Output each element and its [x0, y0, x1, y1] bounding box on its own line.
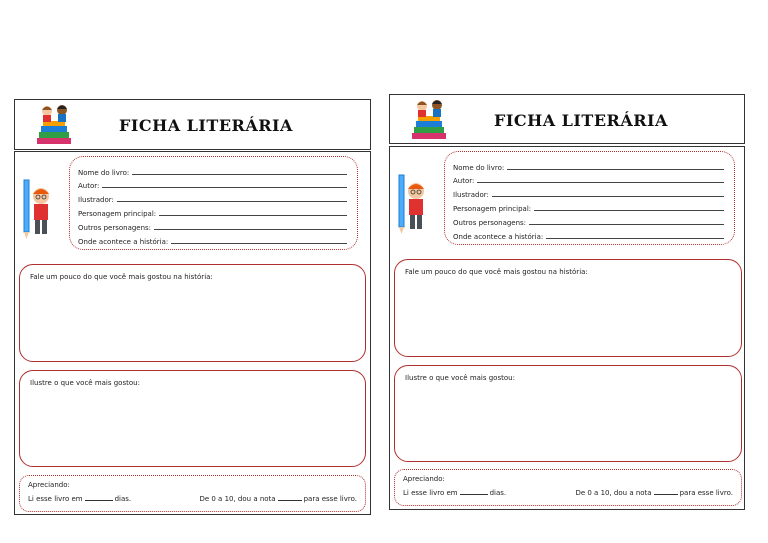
sheet-header	[389, 94, 745, 144]
field-author[interactable]	[453, 172, 724, 185]
kids-reading-books-icon	[408, 97, 454, 143]
write-line[interactable]	[117, 201, 347, 202]
grade-line	[575, 489, 733, 497]
field-setting[interactable]	[78, 233, 347, 246]
rating-box	[19, 475, 366, 512]
days-blank[interactable]	[85, 500, 113, 501]
grade-blank[interactable]	[654, 494, 678, 495]
write-line[interactable]	[132, 174, 347, 175]
write-line[interactable]	[154, 229, 347, 230]
grade-blank[interactable]	[278, 500, 302, 501]
favorite-part-box[interactable]	[19, 264, 366, 362]
field-other-characters[interactable]	[78, 219, 347, 232]
write-line[interactable]	[507, 169, 724, 170]
write-line[interactable]	[477, 182, 724, 183]
field-illustrator[interactable]	[453, 186, 724, 199]
days-label-post: dias.	[114, 495, 132, 503]
field-label: Autor:	[453, 177, 475, 185]
days-label-pre: Li esse livro em	[28, 495, 83, 503]
kids-reading-books-icon	[33, 102, 79, 148]
write-line[interactable]	[492, 196, 724, 197]
boy-with-pencil-icon	[21, 176, 57, 242]
write-line[interactable]	[102, 187, 347, 188]
field-illustrator[interactable]	[78, 191, 347, 204]
favorite-part-box[interactable]	[394, 259, 742, 357]
field-other-characters[interactable]	[453, 214, 724, 227]
write-line[interactable]	[534, 210, 724, 211]
field-label: Outros personagens:	[453, 219, 527, 227]
field-book-name[interactable]	[78, 164, 347, 177]
field-label: Ilustrador:	[78, 196, 114, 204]
illustration-box[interactable]	[19, 370, 366, 467]
field-main-character[interactable]	[78, 205, 347, 218]
field-label: Ilustrador:	[453, 191, 489, 199]
days-read-line	[28, 495, 131, 503]
rating-title: Apreciando:	[403, 475, 445, 483]
write-line[interactable]	[171, 243, 347, 244]
grade-label-pre: De 0 a 10, dou a nota	[199, 495, 276, 503]
grade-label-post: para esse livro.	[679, 489, 733, 497]
grade-line	[199, 495, 357, 503]
boy-with-pencil-icon	[396, 171, 432, 237]
field-main-character[interactable]	[453, 200, 724, 213]
book-info-box	[69, 156, 358, 250]
days-label-pre: Li esse livro em	[403, 489, 458, 497]
days-read-line	[403, 489, 506, 497]
grade-label-pre: De 0 a 10, dou a nota	[575, 489, 652, 497]
sheet-body	[389, 146, 745, 510]
sheet-body	[14, 151, 371, 515]
write-line[interactable]	[159, 215, 347, 216]
illustration-prompt: Ilustre o que você mais gostou:	[30, 379, 140, 387]
field-label: Personagem principal:	[453, 205, 532, 213]
rating-box	[394, 469, 742, 506]
write-line[interactable]	[529, 224, 724, 225]
sheet-title: FICHA LITERÁRIA	[119, 116, 293, 135]
write-line[interactable]	[546, 238, 724, 239]
illustration-box[interactable]	[394, 365, 742, 462]
favorite-part-prompt: Fale um pouco do que você mais gostou na história:	[405, 268, 588, 276]
field-author[interactable]	[78, 177, 347, 190]
field-book-name[interactable]	[453, 159, 724, 172]
field-label: Onde acontece a história:	[78, 238, 169, 246]
grade-label-post: para esse livro.	[303, 495, 357, 503]
favorite-part-prompt: Fale um pouco do que você mais gostou na história:	[30, 273, 213, 281]
book-info-box	[444, 151, 735, 245]
field-label: Personagem principal:	[78, 210, 157, 218]
field-setting[interactable]	[453, 228, 724, 241]
illustration-prompt: Ilustre o que você mais gostou:	[405, 374, 515, 382]
field-label: Onde acontece a história:	[453, 233, 544, 241]
field-label: Nome do livro:	[78, 169, 130, 177]
field-label: Autor:	[78, 182, 100, 190]
sheet-header	[14, 99, 371, 150]
rating-title: Apreciando:	[28, 481, 70, 489]
field-label: Outros personagens:	[78, 224, 152, 232]
days-label-post: dias.	[489, 489, 507, 497]
field-label: Nome do livro:	[453, 164, 505, 172]
sheet-title: FICHA LITERÁRIA	[494, 111, 668, 130]
days-blank[interactable]	[460, 494, 488, 495]
